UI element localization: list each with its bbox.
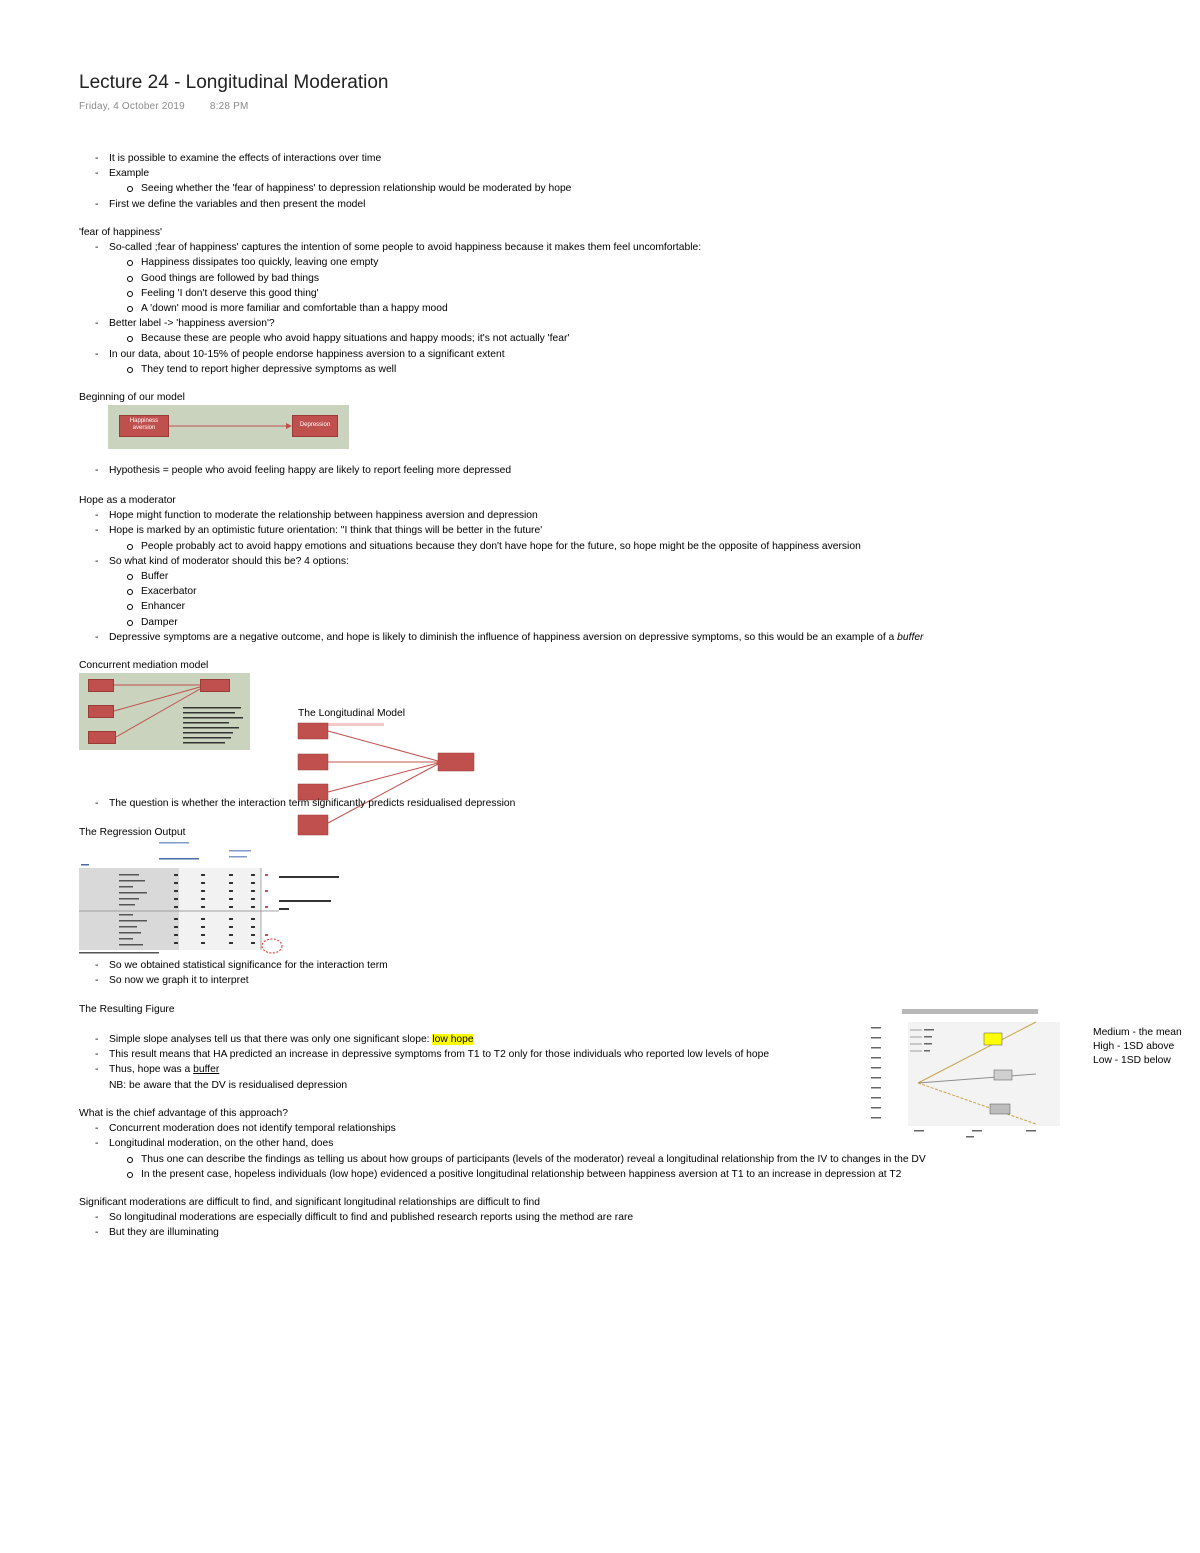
- page-dateline: [79, 101, 271, 112]
- longitudinal-model-diagram: [296, 720, 478, 838]
- advantage-section: [79, 1106, 926, 1182]
- page-time: 8:28 PM: [209, 101, 249, 112]
- list-item: [79, 316, 701, 346]
- page-date: Friday, 4 October 2019: [79, 101, 185, 112]
- sub-list-item: In the present case, hopeless individuals (low hope) evidenced a positive longitudinal relationship between happiness aversion at T1 to an increase in depression at T2: [109, 1167, 926, 1182]
- list-item: - The question is whether the interaction term significantly predicts residualised depression: [79, 796, 515, 811]
- model-arrow: [108, 405, 349, 449]
- list-item-text: Better label -> 'happiness aversion'?: [109, 318, 275, 330]
- list-item-text: Hope is marked by an optimistic future orientation: "I think that things will be better in the future': [109, 525, 543, 537]
- sub-list-item: A 'down' mood is more familiar and comfortable than a happy mood: [109, 301, 701, 316]
- page-title: Lecture 24 - Longitudinal Moderation: [79, 72, 389, 93]
- regression-heading: The Regression Output: [79, 827, 186, 838]
- list-item: - So now we graph it to interpret: [79, 973, 388, 988]
- list-item: [79, 347, 701, 377]
- sub-list-item: Damper: [109, 615, 923, 630]
- list-item: - But they are illuminating: [79, 1225, 633, 1240]
- concurrent-arrows: [79, 673, 250, 750]
- basic-model-diagram: [108, 405, 349, 449]
- sub-list-item: Buffer: [109, 569, 923, 584]
- list-item: - This result means that HA predicted an increase in depressive symptoms from T1 to T2 only for those individuals who reported low levels of hope: [79, 1047, 769, 1062]
- sub-list-item: Enhancer: [109, 599, 923, 614]
- list-item-text: Example: [109, 168, 150, 180]
- hope-section: [79, 493, 923, 645]
- intro-section: [79, 151, 571, 212]
- list-item: [79, 1062, 769, 1092]
- list-item: [79, 554, 923, 630]
- sub-list-item: They tend to report higher depressive symptoms as well: [109, 362, 701, 377]
- sub-list-item: Good things are followed by bad things: [109, 271, 701, 286]
- list-item: [79, 240, 701, 316]
- section-heading: What is the chief advantage of this approach?: [79, 1108, 288, 1119]
- question-section: [79, 796, 515, 811]
- list-item: - So we obtained statistical significance for the interaction term: [79, 958, 388, 973]
- regression-output-table: [79, 838, 341, 956]
- happiness-aversion-box: Happiness aversion: [119, 415, 169, 437]
- list-item: - Hope might function to moderate the relationship between happiness aversion and depression: [79, 508, 923, 523]
- list-item: - First we define the variables and then present the model: [79, 197, 571, 212]
- sub-list-item: Because these are people who avoid happy situations and happy moods; it's not actually 'fear': [109, 331, 701, 346]
- longitudinal-heading: The Longitudinal Model: [298, 708, 406, 719]
- list-item: [79, 166, 571, 196]
- sub-list-item: People probably act to avoid happy emotions and situations because they don't have hope for the future, so hope might be the opposite of happiness aversion: [109, 539, 923, 554]
- underlined-text: buffer: [193, 1064, 220, 1076]
- depression-box: Depression: [292, 415, 338, 437]
- list-item: - So longitudinal moderations are especially difficult to find and published research reports using the method are rare: [79, 1210, 633, 1225]
- moderator-levels-note: [1093, 1026, 1182, 1068]
- fear-section: [79, 225, 701, 377]
- section-heading: Significant moderations are difficult to find, and significant longitudinal relationships are difficult to find: [79, 1197, 540, 1208]
- concurrent-model-diagram: [79, 673, 250, 750]
- list-item-text: Thus, hope was a: [109, 1064, 194, 1076]
- closing-section: [79, 1195, 633, 1241]
- sub-list-item: Feeling 'I don't deserve this good thing': [109, 286, 701, 301]
- side-note-line: Low - 1SD below: [1093, 1055, 1171, 1066]
- model-heading: Beginning of our model: [79, 392, 185, 403]
- sub-list-item: Exacerbator: [109, 584, 923, 599]
- list-item: [79, 523, 923, 553]
- highlighted-text: low hope: [432, 1034, 474, 1045]
- list-item: [79, 630, 923, 645]
- list-item-text: Longitudinal moderation, on the other hand, does: [109, 1138, 334, 1150]
- sub-list-item: Thus one can describe the findings as telling us about how groups of participants (levels of the moderator) reveal a longitudinal relationship from the IV to changes in the DV: [109, 1152, 926, 1167]
- sub-list-item: Seeing whether the 'fear of happiness' to depression relationship would be moderated by hope: [109, 181, 571, 196]
- regression-section: [79, 958, 388, 988]
- list-item-text: Simple slope analyses tell us that there was only one significant slope:: [109, 1034, 433, 1045]
- list-item: [79, 1136, 926, 1182]
- nb-text: NB: be aware that the DV is residualised depression: [109, 1079, 348, 1091]
- list-item-text: So-called ;fear of happiness' captures the intention of some people to avoid happiness because it makes them feel uncomfortable:: [109, 242, 702, 254]
- list-item: - It is possible to examine the effects of interactions over time: [79, 151, 571, 166]
- list-item-text: In our data, about 10-15% of people endorse happiness aversion to a significant extent: [109, 348, 505, 360]
- concurrent-heading: Concurrent mediation model: [79, 660, 209, 671]
- list-item: [79, 1032, 769, 1047]
- side-note-line: High - 1SD above: [1093, 1041, 1175, 1052]
- side-note-line: Medium - the mean: [1093, 1027, 1182, 1038]
- figure-heading: The Resulting Figure: [79, 1004, 175, 1015]
- list-item: - Concurrent moderation does not identify temporal relationships: [79, 1121, 926, 1136]
- section-heading: Hope as a moderator: [79, 495, 176, 506]
- list-item-text: Depressive symptoms are a negative outcome, and hope is likely to diminish the influence of happiness aversion on depressive symptoms, so this would be an example of a: [109, 631, 898, 643]
- hypothesis-section: [79, 463, 511, 478]
- list-item: - Hypothesis = people who avoid feeling happy are likely to report feeling more depressed: [79, 463, 511, 478]
- section-heading: 'fear of happiness': [79, 227, 162, 238]
- emphasis-text: buffer: [897, 631, 924, 643]
- sub-list-item: Happiness dissipates too quickly, leaving one empty: [109, 255, 701, 270]
- list-item-text: So what kind of moderator should this be? 4 options:: [109, 555, 349, 567]
- figure-section: [79, 1032, 769, 1093]
